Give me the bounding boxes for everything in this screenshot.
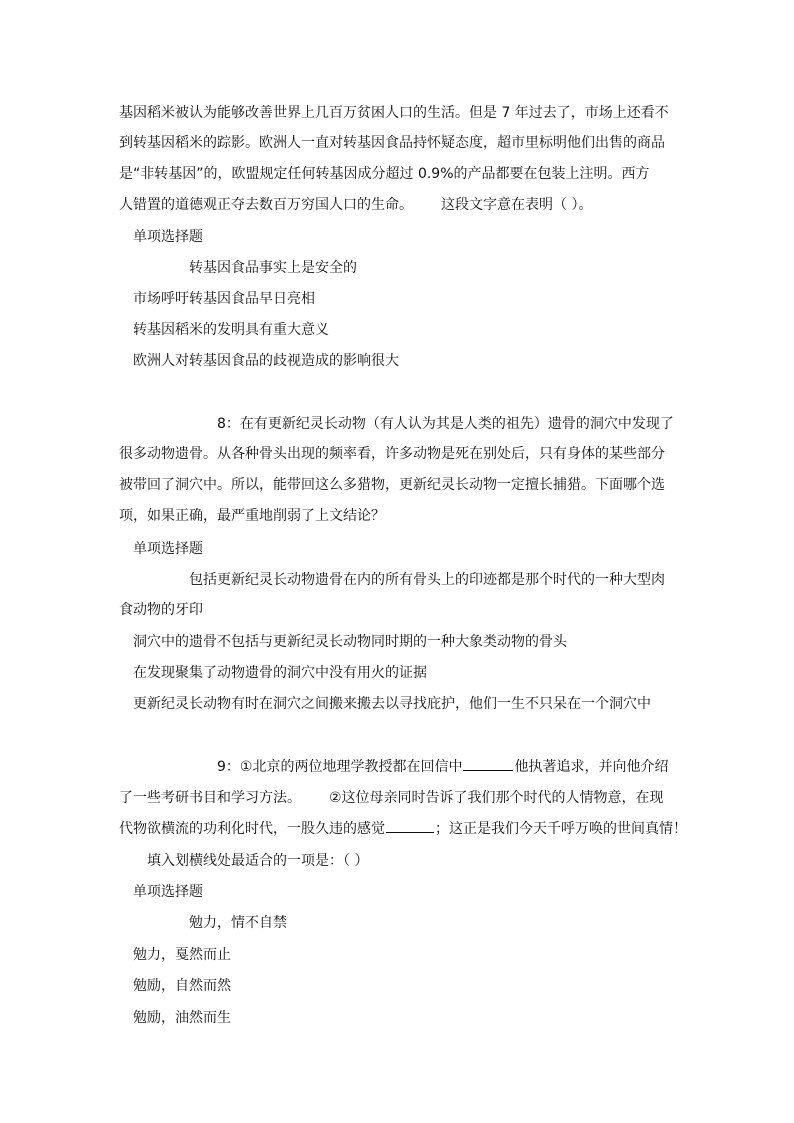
q8-type-label: 单项选择题 (133, 541, 203, 557)
q9-line3-b: ；这正是我们今天千呼万唤的世间真情！ (435, 821, 687, 837)
q7-text-line-4 (119, 195, 592, 215)
q7-option-b[interactable]: 市场呼吁转基因食品早日亮相 (133, 291, 315, 307)
q9-text-line-2 (119, 788, 664, 808)
q8-option-a[interactable]: 包括更新纪灵长动物遗骨在内的所有骨头上的印迹都是那个时代的一种大型肉 (189, 572, 665, 588)
q9-line2-a: 了一些考研书目和学习方法。 (119, 790, 301, 806)
q8-option-c[interactable]: 在发现聚集了动物遗骨的洞穴中没有用火的证据 (133, 665, 427, 681)
q7-text-line-4a: 人错置的道德观正夺去数百万穷国人口的生命。 (119, 197, 413, 213)
q8-option-b[interactable]: 洞穴中的遗骨不包括与更新纪灵长动物同时期的一种大象类动物的骨头 (133, 634, 567, 650)
q9-blank-1 (463, 758, 513, 771)
q9-option-a[interactable]: 勉力，情不自禁 (189, 915, 287, 931)
q7-option-c[interactable]: 转基因稻米的发明具有重大意义 (133, 322, 329, 338)
q7-option-d[interactable]: 欧洲人对转基因食品的歧视造成的影响很大 (133, 353, 399, 369)
q8-option-a-cont[interactable]: 食动物的牙印 (119, 602, 203, 618)
q9-text-line-3 (119, 819, 687, 839)
q7-option-a[interactable]: 转基因食品事实上是安全的 (189, 260, 357, 276)
q7-text-line-2: 到转基因稻米的踪影。欧洲人一直对转基因食品持怀疑态度，超市里标明他们出售的商品 (119, 135, 665, 151)
q8-option-d[interactable]: 更新纪灵长动物有时在洞穴之间搬来搬去以寻找庇护，他们一生不只呆在一个洞穴中 (133, 696, 651, 712)
q7-question-prompt: 这段文字意在表明（ ）。 (441, 197, 593, 213)
q9-type-label: 单项选择题 (133, 884, 203, 900)
q9-blank-2 (386, 820, 434, 833)
q7-text-line-3: 是“非转基因”的，欧盟规定任何转基因成分超过 0.9%的产品都要在包装上注明。西方 (119, 166, 650, 182)
q9-text-line-1 (217, 757, 668, 777)
q8-text-line-2: 很多动物遗骨。从各种骨头出现的频率看，许多动物是死在别处后，只有身体的某些部分 (119, 446, 665, 462)
q9-line3-a: 代物欲横流的功利化时代，一股久违的感觉 (119, 821, 385, 837)
q9-line2-b: ②这位母亲同时告诉了我们那个时代的人情物意，在现 (329, 790, 664, 806)
q9-option-c[interactable]: 勉励，自然而然 (133, 978, 231, 994)
q7-type-label: 单项选择题 (133, 229, 203, 245)
q9-line1-b: 他执著追求，并向他介绍 (514, 759, 669, 775)
q9-stem: 填入划横线处最适合的一项是：（ ） (147, 853, 369, 869)
q9-option-b[interactable]: 勉力，戛然而止 (133, 947, 231, 963)
q8-text-line-4: 项，如果正确，最严重地削弱了上文结论？ (119, 508, 385, 524)
q9-option-d[interactable]: 勉励，油然而生 (133, 1010, 231, 1026)
q8-text-line-1: 8：在有更新纪灵长动物（有人认为其是人类的祖先）遗骨的洞穴中发现了 (217, 416, 674, 432)
q7-text-line-1: 基因稻米被认为能够改善世界上几百万贫困人口的生活。但是 7 年过去了，市场上还看不 (119, 105, 669, 121)
q9-line1-a: 9：①北京的两位地理学教授都在回信中 (217, 759, 463, 775)
q8-text-line-3: 被带回了洞穴中。所以，能带回这么多猎物，更新纪灵长动物一定擅长捕猎。下面哪个选 (119, 477, 665, 493)
